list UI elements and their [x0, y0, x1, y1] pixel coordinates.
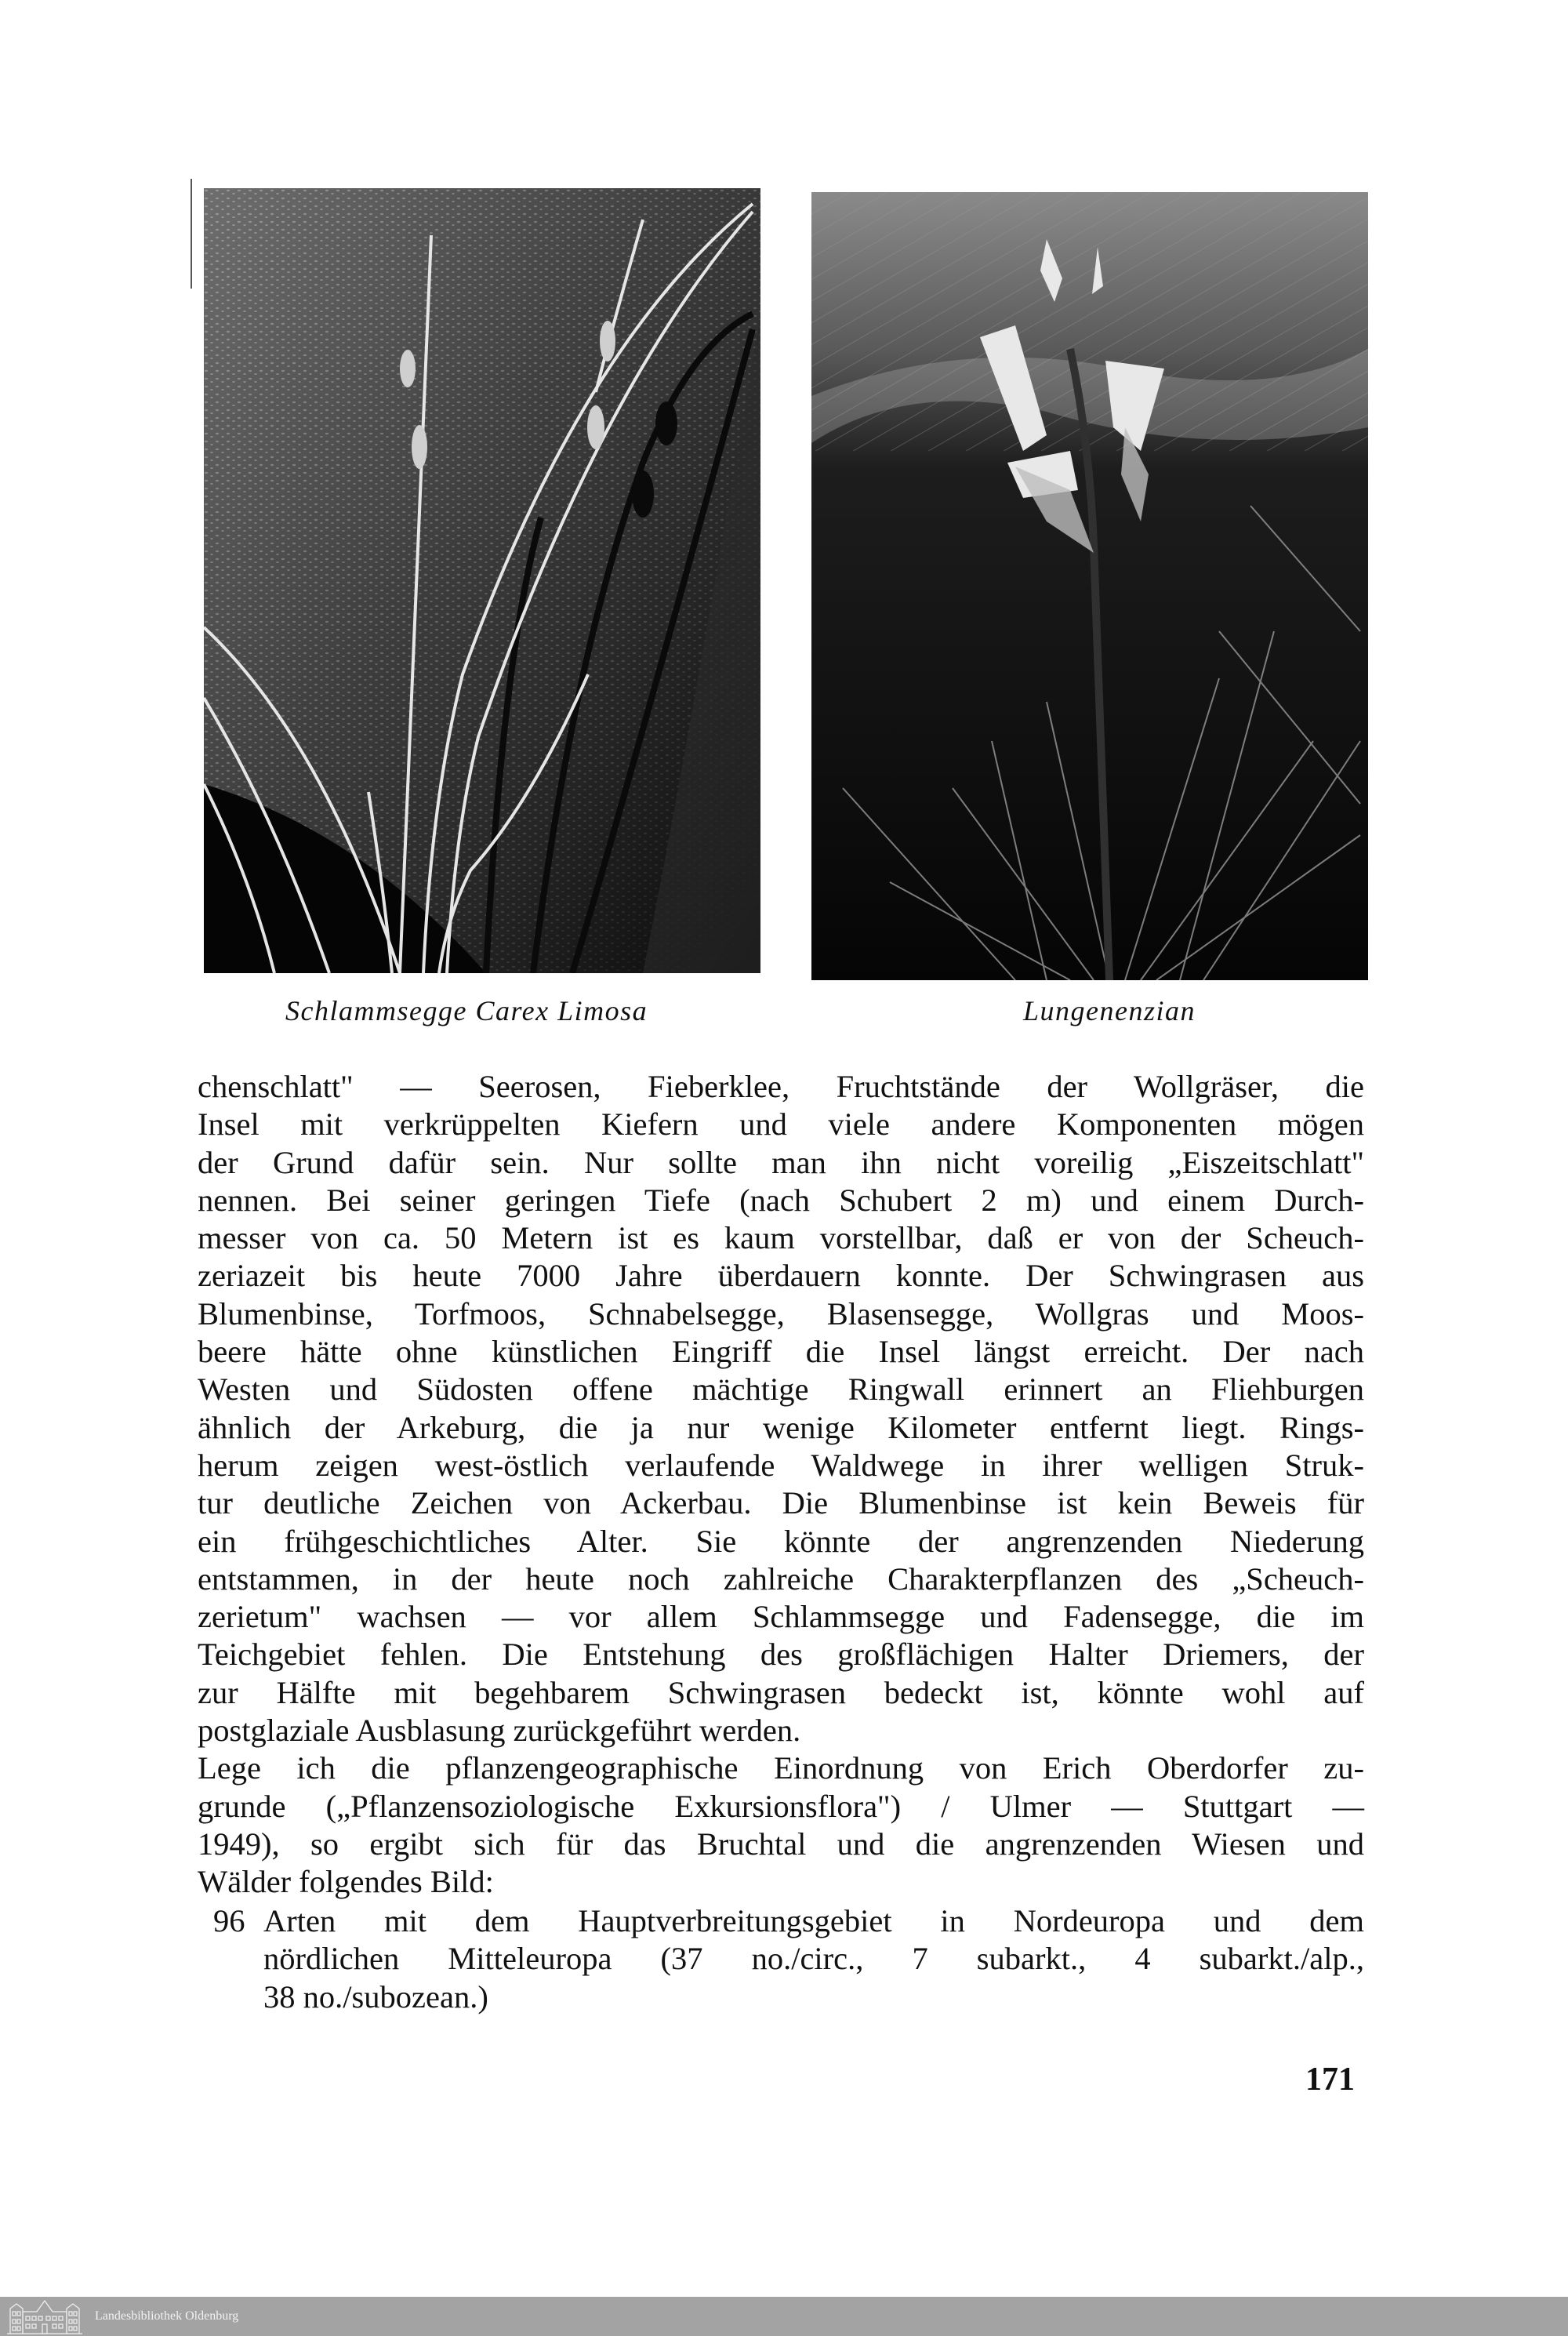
gentian-photo-image: [811, 192, 1368, 980]
figure-caption-gentian: Lungenenzian: [1023, 995, 1196, 1026]
text-line: chenschlatt" — Seerosen, Fieberklee, Fruchtstände der Wollgräser, die: [198, 1069, 1364, 1104]
text-line: tur deutliche Zeichen von Ackerbau. Die Blumenbinse ist kein Beweis für: [198, 1485, 1364, 1521]
text-line: zerietum" wachsen — vor allem Schlammsegge und Fadensegge, die im: [198, 1599, 1364, 1635]
text-line: 1949), so ergibt sich für das Bruchtal und die angrenzenden Wiesen und: [198, 1826, 1364, 1862]
footer-bar: [0, 2297, 1568, 2336]
library-building-icon: [5, 2298, 84, 2335]
text-line: Blumenbinse, Torfmoos, Schnabelsegge, Blasensegge, Wollgras und Moos-: [198, 1295, 1364, 1331]
text-line: 38 no./subozean.): [263, 1978, 488, 2014]
text-line: zeriazeit bis heute 7000 Jahre überdauern konnte. Der Schwingrasen aus: [198, 1258, 1364, 1294]
list-item-number: 96: [213, 1903, 245, 1938]
paragraph-1: [198, 1068, 1364, 1749]
text-line: Westen und Südosten offene mächtige Ringwall erinnert an Fliehburgen: [198, 1371, 1364, 1408]
scan-edge-line: [191, 179, 192, 289]
text-line: Arten mit dem Hauptverbreitungsgebiet in Nordeuropa und dem: [263, 1903, 1364, 1938]
text-line: Teichgebiet fehlen. Die Entstehung des großflächigen Halter Driemers, der: [198, 1637, 1364, 1673]
text-line: Insel mit verkrüppelten Kiefern und viele andere Komponenten mögen: [198, 1106, 1364, 1143]
text-line: herum zeigen west-östlich verlaufende Waldwege in ihrer welligen Struk-: [198, 1447, 1364, 1483]
sedge-photo-image: [204, 188, 760, 973]
text-line: nördlichen Mitteleuropa (37 no./circ., 7 subarkt., 4 subarkt./alp.,: [263, 1941, 1364, 1977]
text-line: entstammen, in der heute noch zahlreiche Charakterpflanzen des „Scheuch-: [198, 1560, 1364, 1597]
text-line: der Grund dafür sein. Nur sollte man ihn nicht voreilig „Eiszeitschlatt": [198, 1144, 1364, 1180]
text-line: zur Hälfte mit begehbarem Schwingrasen bedeckt ist, könnte wohl auf: [198, 1674, 1364, 1710]
figure-photo-gentian: [811, 192, 1368, 980]
page-number: 171: [1305, 2062, 1355, 2098]
paragraph-2: [198, 1749, 1364, 1901]
library-name: Landesbibliothek Oldenburg: [95, 2309, 239, 2323]
figure-caption-sedge: Schlammsegge Carex Limosa: [285, 995, 648, 1026]
text-line: postglaziale Ausblasung zurückgeführt werden.: [198, 1713, 801, 1749]
text-line: nennen. Bei seiner geringen Tiefe (nach Schubert 2 m) und einem Durch-: [198, 1182, 1364, 1218]
text-line: grunde („Pflanzensoziologische Exkursionsflora") / Ulmer — Stuttgart —: [198, 1788, 1364, 1824]
list-item-text: [263, 1902, 1364, 2016]
text-line: beere hätte ohne künstlichen Eingriff die Insel längst erreicht. Der nach: [198, 1334, 1364, 1370]
text-line: ähnlich der Arkeburg, die ja nur wenige Kilometer entfernt liegt. Rings-: [198, 1409, 1364, 1445]
figure-photo-sedge: [204, 188, 760, 973]
text-line: Wälder folgendes Bild:: [198, 1864, 494, 1900]
text-line: ein frühgeschichtliches Alter. Sie könnte der angrenzenden Niederung: [198, 1523, 1364, 1559]
text-line: Lege ich die pflanzengeographische Einordnung von Erich Oberdorfer zu-: [198, 1750, 1364, 1786]
text-line: messer von ca. 50 Metern ist es kaum vorstellbar, daß er von der Scheuch-: [198, 1220, 1364, 1256]
body-text: [198, 1068, 1364, 1902]
